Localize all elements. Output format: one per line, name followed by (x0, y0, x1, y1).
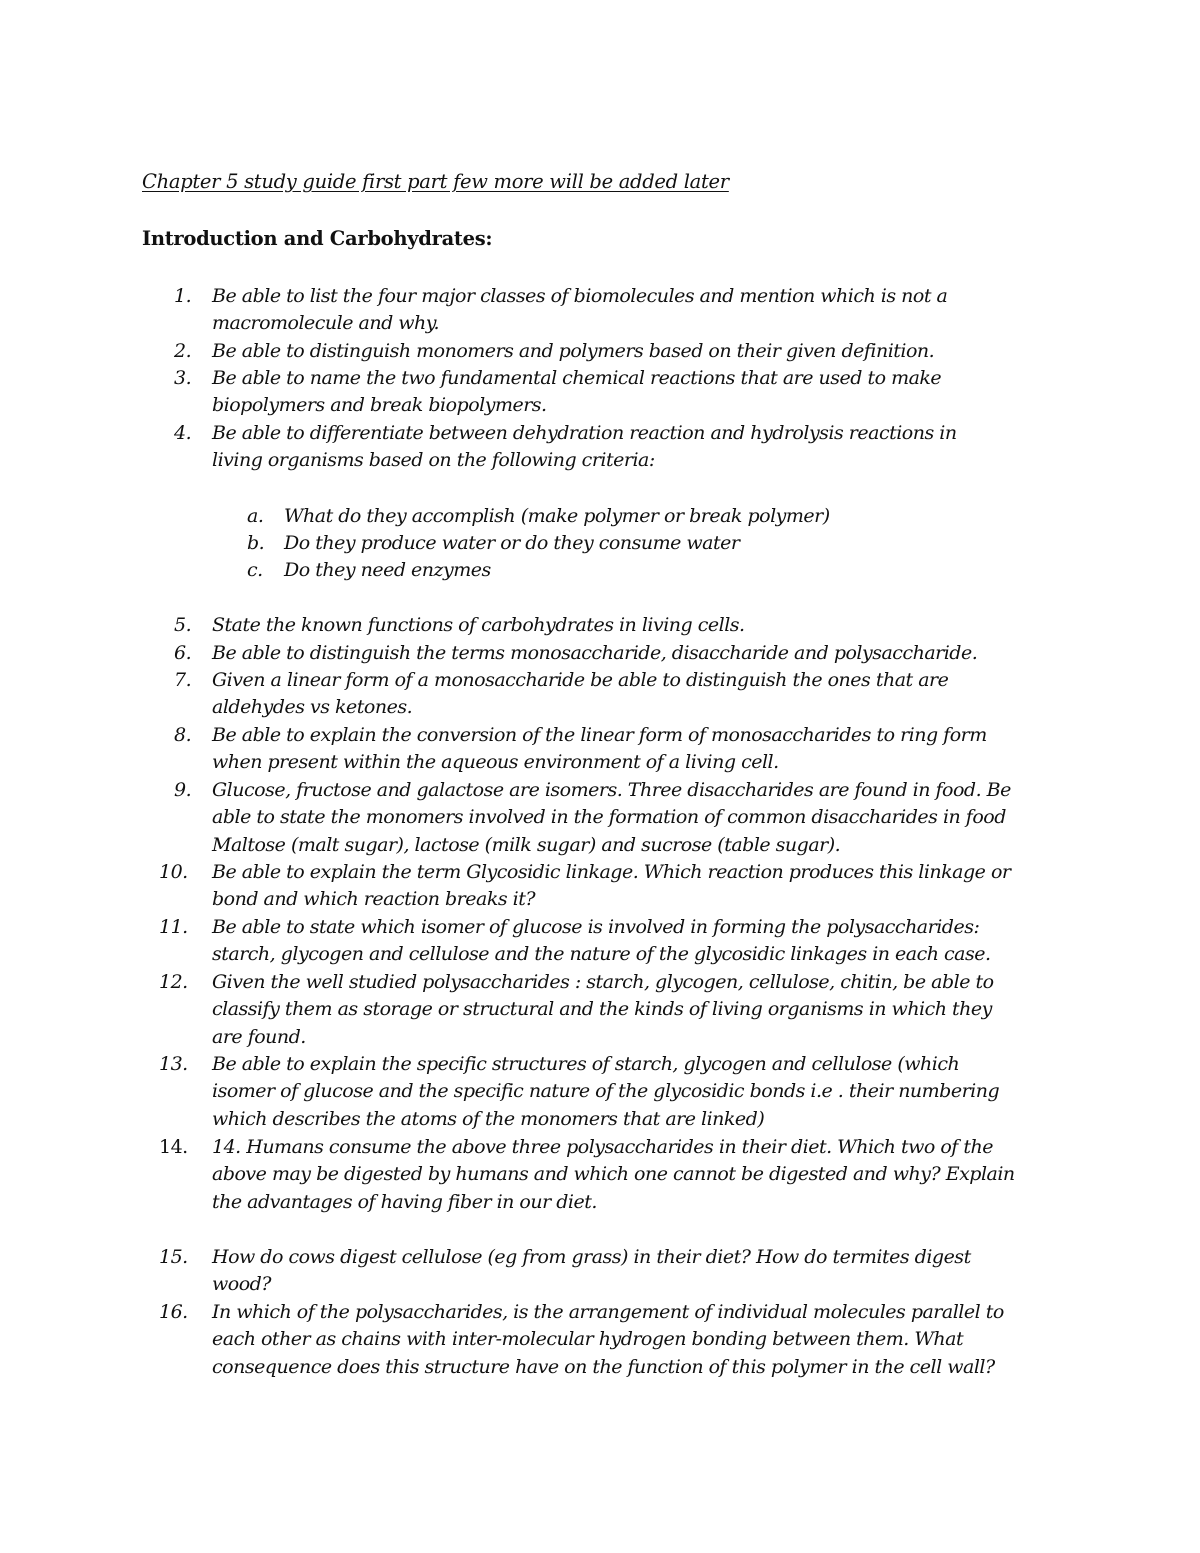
list-item-number: 7. (174, 669, 192, 691)
list-item-line: Be able to distinguish the terms monosaccharide, disaccharide and polysaccharide. (212, 642, 978, 664)
list-item-line: starch, glycogen and cellulose and the nature of the glycosidic linkages in each case. (212, 943, 991, 966)
list-item-text (212, 420, 1072, 475)
list-item-line: Given the well studied polysaccharides : starch, glycogen, cellulose, chitin, be able to (212, 971, 994, 993)
list-item-text (212, 722, 1072, 777)
list-item-line: 14. Humans consume the above three polysaccharides in their diet. Which two of the (212, 1136, 993, 1158)
sublist-item-text: Do they produce water or do they consume water (284, 532, 740, 554)
list-item-text (212, 859, 1072, 914)
sublist-item-letter: a. (247, 505, 264, 527)
list-item-line: Be able to differentiate between dehydration reaction and hydrolysis reactions in (212, 422, 957, 444)
list-item-number: 15. (159, 1246, 188, 1268)
list-item-line: consequence does this structure have on the function of this polymer in the cell wall? (212, 1355, 995, 1378)
list-item-line: Be able to distinguish monomers and polymers based on their given definition. (212, 340, 935, 362)
list-item-line: How do cows digest cellulose (eg from grass) in their diet? How do termites digest (212, 1246, 971, 1268)
list-item-number: 14. (159, 1136, 188, 1158)
list-item-line: are found. (212, 1025, 306, 1048)
list-item-line: the advantages of having fiber in our diet. (212, 1190, 597, 1213)
document-title: Chapter 5 study guide first part few more will be added later (142, 170, 729, 193)
list-item-line: above may be digested by humans and which one cannot be digested and why? Explain (212, 1163, 1015, 1186)
list-item-line: Be able to state which isomer of glucose is involved in forming the polysaccharides: (212, 916, 980, 938)
list-item-number: 8. (174, 724, 192, 746)
list-item-text (212, 914, 1072, 969)
list-item-line: Maltose (malt sugar), lactose (milk sugar) and sucrose (table sugar). (212, 833, 841, 856)
list-item-text (212, 777, 1072, 859)
list-item-text (212, 365, 1072, 420)
list-item-line: able to state the monomers involved in the formation of common disaccharides in food (212, 806, 1006, 829)
list-item-number: 5. (174, 614, 192, 636)
list-item-text (212, 1244, 1072, 1299)
list-item-line: living organisms based on the following criteria: (212, 449, 655, 472)
sublist-item-text: What do they accomplish (make polymer or break polymer) (284, 505, 830, 527)
list-item-text (212, 1051, 1072, 1133)
list-item-line: Be able to explain the term Glycosidic linkage. Which reaction produces this linkage or (212, 861, 1011, 883)
list-item-text (212, 338, 1072, 365)
sublist-item-letter: b. (247, 532, 265, 554)
list-item-line: Glucose, fructose and galactose are isomers. Three disaccharides are found in food. Be (212, 779, 1011, 801)
list-item-number: 10. (159, 861, 188, 883)
list-item-line: Be able to name the two fundamental chemical reactions that are used to make (212, 367, 942, 389)
list-item-line: State the known functions of carbohydrates in living cells. (212, 614, 745, 636)
list-item-text (212, 1134, 1072, 1216)
list-item-text (212, 969, 1072, 1051)
list-item-line: Given a linear form of a monosaccharide be able to distinguish the ones that are (212, 669, 949, 691)
section-heading: Introduction and Carbohydrates: (142, 227, 493, 250)
list-item-line: aldehydes vs ketones. (212, 696, 413, 719)
list-item-line: each other as chains with inter-molecular hydrogen bonding between them. What (212, 1328, 964, 1351)
list-item-line: isomer of glucose and the specific nature of the glycosidic bonds i.e . their numbering (212, 1080, 1000, 1103)
list-item-number: 11. (159, 916, 188, 938)
list-item-number: 12. (159, 971, 188, 993)
list-item-line: when present within the aqueous environment of a living cell. (212, 751, 779, 774)
sublist-item-letter: c. (247, 559, 263, 581)
list-item-line: biopolymers and break biopolymers. (212, 394, 547, 417)
list-item-line: Be able to list the four major classes of biomolecules and mention which is not a (212, 285, 948, 307)
list-item-line: wood? (212, 1273, 271, 1296)
list-item-number: 6. (174, 642, 192, 664)
list-item-text (212, 283, 1072, 338)
list-item-line: Be able to explain the specific structures of starch, glycogen and cellulose (which (212, 1053, 960, 1075)
list-item-number: 16. (159, 1301, 188, 1323)
list-item-text (212, 667, 1072, 722)
list-item-line: macromolecule and why. (212, 312, 440, 335)
list-item-number: 3. (174, 367, 192, 389)
list-item-number: 9. (174, 779, 192, 801)
list-item-number: 1. (174, 285, 192, 307)
sublist-item-text: Do they need enzymes (284, 559, 491, 581)
list-item-number: 2. (174, 340, 192, 362)
list-item-line: classify them as storage or structural and the kinds of living organisms in which they (212, 998, 992, 1021)
list-item-line: Be able to explain the conversion of the linear form of monosaccharides to ring form (212, 724, 987, 746)
list-item-text (212, 640, 1072, 667)
list-item-line: bond and which reaction breaks it? (212, 888, 536, 911)
list-item-number: 4. (174, 422, 192, 444)
list-item-number: 13. (159, 1053, 188, 1075)
list-item-line: In which of the polysaccharides, is the arrangement of individual molecules parallel to (212, 1301, 1004, 1323)
list-item-text (212, 612, 1072, 639)
list-item-line: which describes the atoms of the monomers that are linked) (212, 1107, 765, 1130)
list-item-text (212, 1299, 1072, 1381)
